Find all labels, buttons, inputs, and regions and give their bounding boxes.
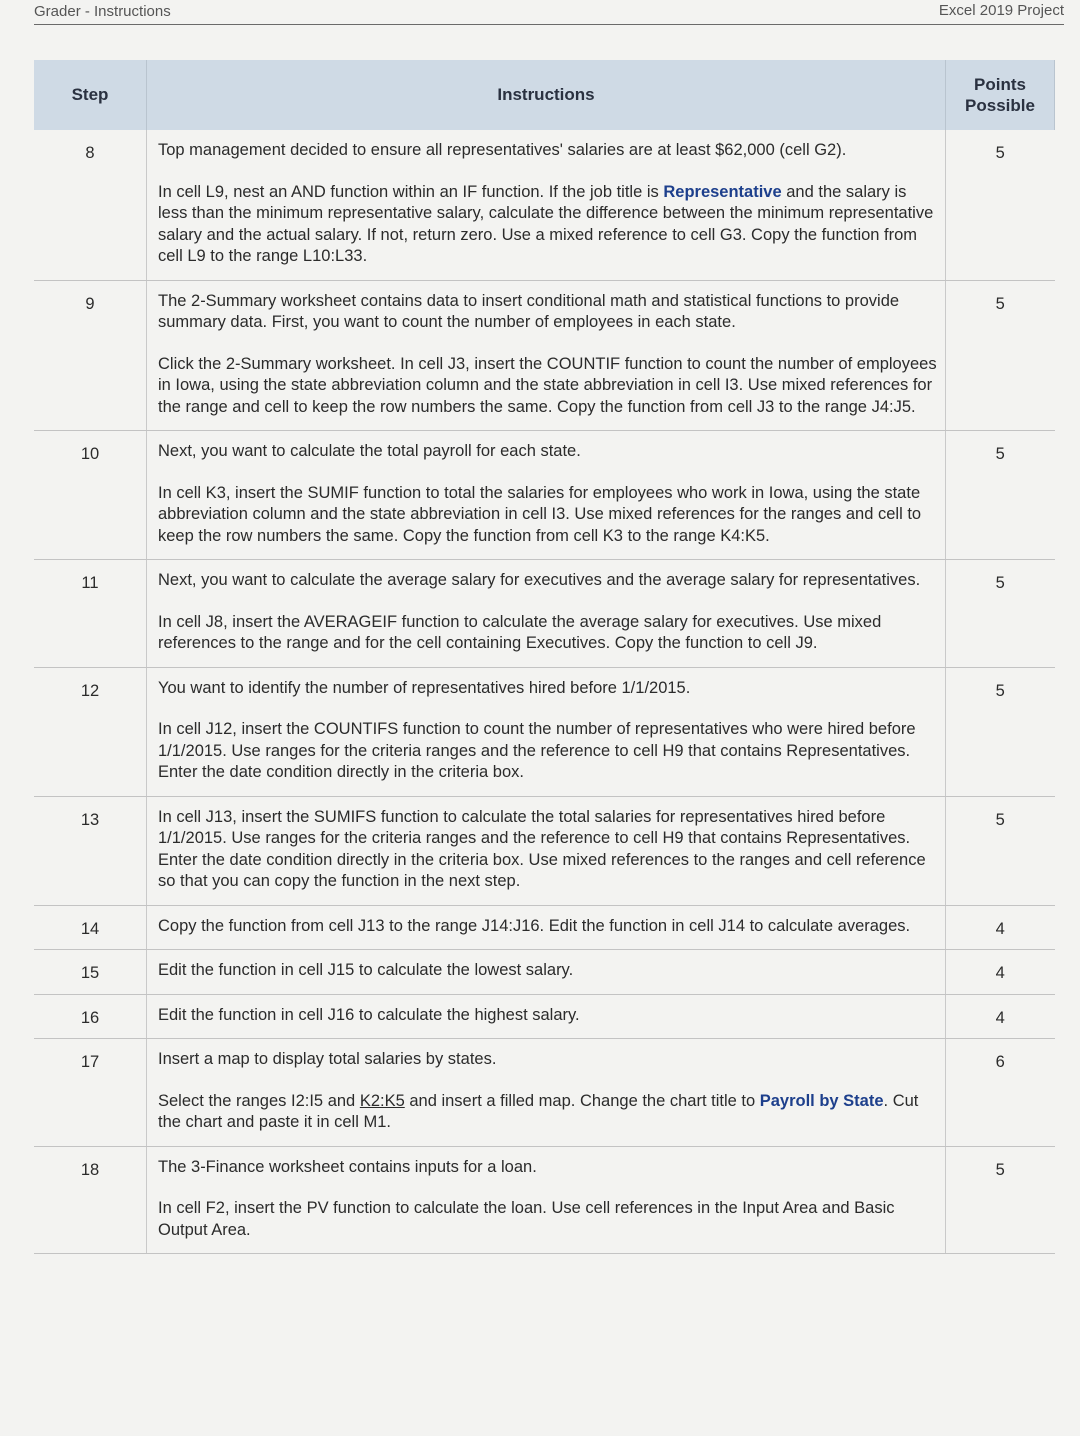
points-value: 4 — [946, 950, 1055, 995]
points-header-line2: Possible — [965, 96, 1035, 115]
instruction-paragraph: Next, you want to calculate the total payroll for each state. — [158, 442, 581, 460]
instruction-paragraph: In cell J8, insert the AVERAGEIF function to calculate the average salary for executives. Use mixed references to the range and for the cell containing Executives. Copy the function to cell J9. — [158, 612, 882, 652]
instructions-column-header: Instructions — [147, 60, 946, 130]
instruction-paragraph: Insert a map to display total salaries by states. — [158, 1050, 497, 1068]
instruction-paragraph: The 2-Summary worksheet contains data to insert conditional math and statistical functions to provide summary data. First, you want to count the number of employees in each state. — [158, 291, 900, 331]
instructions-table — [34, 60, 1055, 1254]
underlined-range: K2:K5 — [359, 1091, 405, 1110]
instruction-text — [147, 667, 946, 796]
points-value: 4 — [946, 905, 1055, 950]
table-row — [34, 1146, 1055, 1254]
instruction-text — [147, 905, 946, 950]
instruction-paragraph — [158, 1091, 937, 1134]
instruction-paragraph: In cell F2, insert the PV function to calculate the loan. Use cell references in the Input Area and Basic Output Area. — [158, 1199, 895, 1239]
page-header — [34, 2, 1064, 25]
points-value: 5 — [946, 796, 1055, 905]
instruction-paragraph: Next, you want to calculate the average salary for executives and the average salary for representatives. — [158, 571, 921, 589]
step-number: 8 — [34, 130, 147, 280]
instruction-paragraph: Edit the function in cell J15 to calculate the lowest salary. — [158, 961, 574, 979]
step-number: 13 — [34, 796, 147, 905]
instruction-text-segment: and insert a filled map. Change the chart title to — [404, 1091, 760, 1110]
instruction-text-segment: Select the ranges I2:I5 and — [158, 1091, 360, 1110]
points-value: 5 — [946, 560, 1055, 668]
instruction-paragraph: Edit the function in cell J16 to calculate the highest salary. — [158, 1005, 580, 1024]
step-number: 14 — [34, 905, 147, 950]
step-number: 12 — [34, 667, 147, 796]
table-row — [34, 431, 1055, 560]
points-value: 5 — [946, 431, 1055, 560]
table-row — [34, 667, 1055, 796]
table-row — [34, 994, 1055, 1039]
table-header-row — [34, 60, 1055, 130]
step-number: 15 — [34, 950, 147, 995]
table-row — [34, 560, 1055, 668]
step-number: 11 — [34, 560, 147, 668]
table-row — [34, 1039, 1055, 1147]
instruction-text — [147, 431, 946, 560]
table-row — [34, 796, 1055, 905]
instruction-text — [147, 950, 946, 995]
instruction-paragraph: Click the 2-Summary worksheet. In cell J3, insert the COUNTIF function to count the number of employees in Iowa, using the state abbreviation column and the state abbreviation in cell I3. Use mixed references for the range and cell to keep the row numbers the same. Copy the function from cell J3 to the range J4:J5. — [158, 354, 937, 416]
points-value: 4 — [946, 994, 1055, 1039]
instruction-text — [147, 280, 946, 431]
highlighted-term: Representative — [663, 182, 782, 201]
header-title: Grader - Instructions — [34, 3, 171, 20]
highlighted-term: Payroll by State — [759, 1091, 884, 1110]
step-number: 18 — [34, 1146, 147, 1254]
instruction-text-segment: . Cut the chart and paste it in cell M1. — [158, 1091, 919, 1131]
step-number: 10 — [34, 431, 147, 560]
step-number: 17 — [34, 1039, 147, 1147]
instruction-text — [147, 796, 946, 905]
instruction-paragraph — [158, 182, 937, 268]
instruction-text-segment: In cell L9, nest an AND function within an IF function. If the job title is — [158, 182, 664, 201]
instruction-paragraph: Copy the function from cell J13 to the range J14:J16. Edit the function in cell J14 to calculate averages. — [158, 916, 911, 935]
table-row — [34, 905, 1055, 950]
points-header-line1: Points — [974, 75, 1026, 94]
instruction-paragraph: The 3-Finance worksheet contains inputs for a loan. — [158, 1157, 537, 1176]
points-value: 5 — [946, 280, 1055, 431]
instruction-text — [147, 994, 946, 1039]
header-project-name: Excel 2019 Project — [938, 2, 1064, 19]
instruction-paragraph: In cell J12, insert the COUNTIFS function to count the number of representatives who were hired before 1/1/2015. Use ranges for the criteria ranges and the reference to cell H9 that contains Representatives. Enter the date condition directly in the criteria box. — [158, 720, 916, 781]
instruction-paragraph: Top management decided to ensure all representatives' salaries are at least $62,000 (cell G2). — [158, 141, 847, 159]
table-row — [34, 280, 1055, 431]
step-number: 16 — [34, 994, 147, 1039]
instruction-text — [147, 130, 946, 280]
instruction-text-segment: and the salary is less than the minimum representative salary, calculate the difference between the minimum representative salary and the actual salary. If not, return zero. Use a mixed reference to cell G3. Copy the function from cell L9 to the range L10:L33. — [158, 182, 934, 265]
instruction-text — [147, 1146, 946, 1254]
points-value: 5 — [946, 667, 1055, 796]
step-column-header: Step — [34, 60, 147, 130]
instruction-paragraph: You want to identify the number of representatives hired before 1/1/2015. — [158, 678, 691, 697]
table-row — [34, 130, 1055, 280]
points-value: 5 — [946, 130, 1055, 280]
table-row — [34, 950, 1055, 995]
instruction-text — [147, 560, 946, 668]
step-number: 9 — [34, 280, 147, 431]
points-value: 5 — [946, 1146, 1055, 1254]
points-column-header — [946, 60, 1055, 130]
instruction-paragraph: In cell K3, insert the SUMIF function to total the salaries for employees who work in Iowa, using the state abbreviation column and the state abbreviation in cell I3. Use mixed references for the ranges and cell to keep the row numbers the same. Copy the function from cell K3 to the range K4:K5. — [158, 483, 922, 545]
points-value: 6 — [946, 1039, 1055, 1147]
instruction-paragraph: In cell J13, insert the SUMIFS function to calculate the total salaries for representatives hired before 1/1/2015. Use ranges for the criteria ranges and the reference to cell H9 that contains Representatives. Enter the date condition directly in the criteria box. Use mixed references to the ranges and cell reference so that you can copy the function in the next step. — [158, 807, 926, 890]
instruction-text — [147, 1039, 946, 1147]
